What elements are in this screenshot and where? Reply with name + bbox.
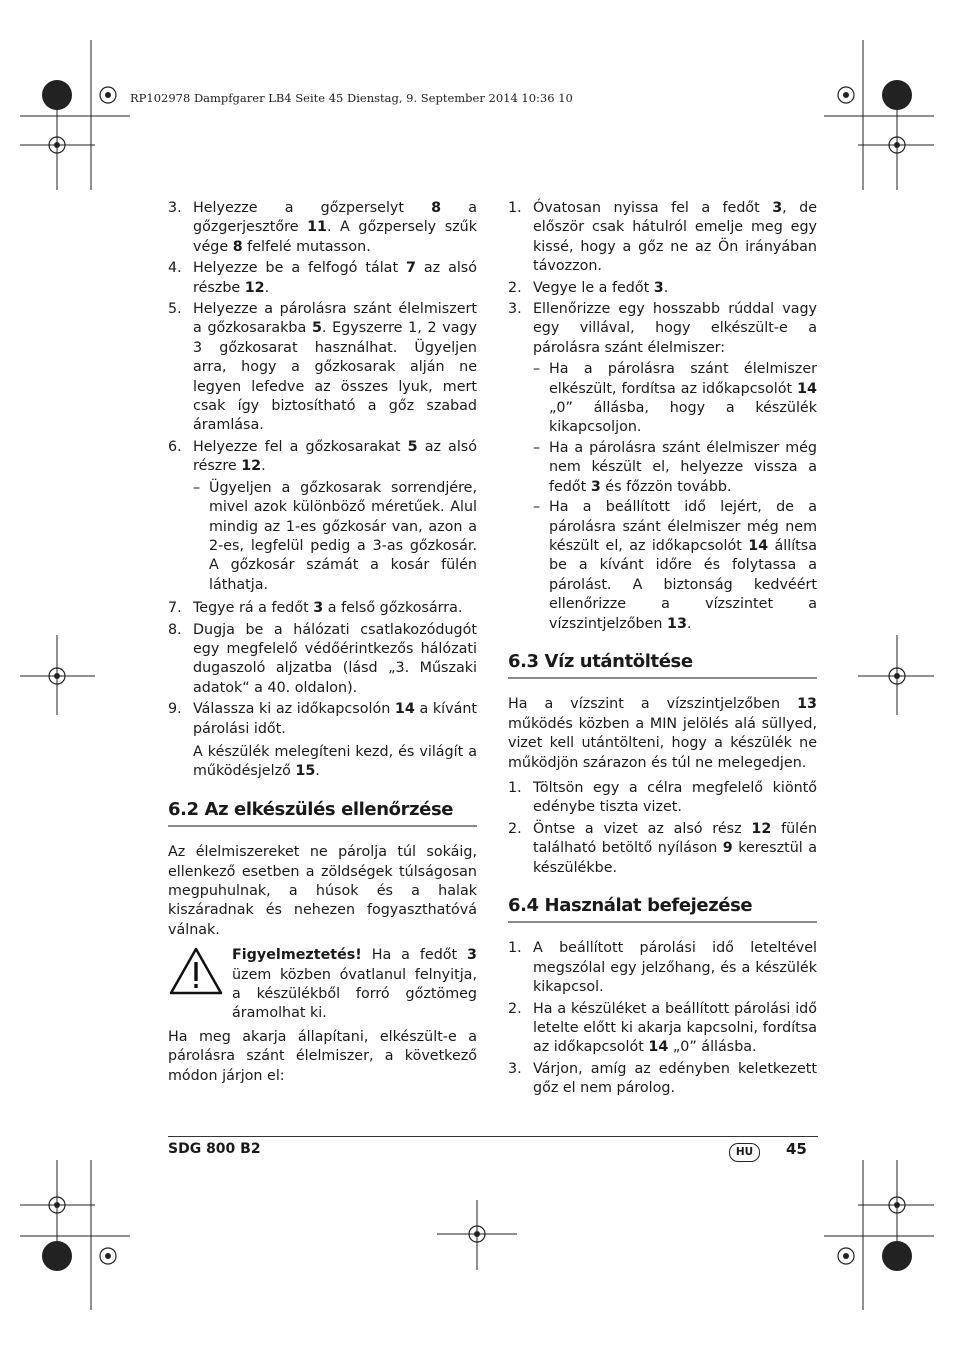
list-text: Ellenőrizze egy hosszabb rúddal vagy egy villával, hogy elkészült-e a párolásra szánt élelmiszer: xyxy=(533,301,817,356)
list-subitem: – Ha a beállított idő lejért, de a párolásra szánt élelmiszer még nem készült el, az időkapcsolót 14 állítsa be a kívánt időre és folytassa a párolást. A biztonság kedvéért ellenőrizze a vízszintet a vízszintjelzőben 13. xyxy=(533,499,817,632)
section-title-6-4: 6.4 Használat befejezése xyxy=(508,896,817,923)
list-item xyxy=(508,1060,817,1099)
list-item xyxy=(168,199,477,257)
left-column xyxy=(168,199,477,1092)
list-number: 3. xyxy=(508,1060,522,1077)
page-number: 45 xyxy=(786,1140,807,1158)
list-item xyxy=(168,438,477,477)
list-item xyxy=(508,779,817,818)
warning-block xyxy=(168,946,477,1024)
list-item xyxy=(168,621,477,699)
list-item xyxy=(508,279,817,298)
status-note: A készülék melegíteni kezd, és világít a működésjelző 15. xyxy=(193,743,477,780)
list-subitem: – Ha a párolásra szánt élelmiszer még nem készült el, helyezze vissza a fedőt 3 és főzzön tovább. xyxy=(533,439,817,495)
list-text: Dugja be a hálózati csatlakozódugót egy megfelelő védőérintkezős hálózati dugaszoló aljzatba (lásd „3. Műszaki adatok“ a 40. oldalon). xyxy=(193,621,477,696)
list-number: 7. xyxy=(168,600,182,617)
list-number: 3. xyxy=(168,200,182,216)
section-paragraph: Ha a vízszint a vízszintjelzőben 13 működés közben a MIN jelölés alá süllyed, vizet kell utántölteni, hogy a készülék ne működjön szárazon és túl ne melegedjen. xyxy=(508,696,817,771)
list-text: Helyezze fel a gőzkosarakat 5 az alsó részre 12. xyxy=(193,438,477,475)
list-text: Töltsön egy a célra megfelelő kiöntő edénybe tiszta vizet. xyxy=(533,779,817,816)
list-text: Óvatosan nyissa fel a fedőt 3, de először csak hátulról emelje meg egy kissé, hogy a gőz ne az Ön irányában távozzon. xyxy=(533,200,817,275)
list-number: 2. xyxy=(508,1000,522,1017)
list-text: Ha a készüléket a beállított párolási idő letelte előtt ki akarja kapcsolni, fordítsa az időkapcsolót 14 „0” állásba. xyxy=(533,1000,817,1056)
list-subitem: – Ügyeljen a gőzkosarak sorrendjére, mivel azok különböző méretűek. Alul mindig az 1-es gőzkosár van, azon a 2-es, legfelül pedig a 3-as gőzkosár. A gőzkosár számát a kosár fülén láthatja. xyxy=(193,479,477,593)
list-number: 3. xyxy=(508,301,522,318)
list-text: Helyezze a gőzperselyt 8 a gőzgerjesztőre 11. A gőzpersely szűk vége 8 felfelé mutasson. xyxy=(193,200,477,255)
list-number: 8. xyxy=(168,621,182,638)
section-title-6-2: 6.2 Az elkészülés ellenőrzése xyxy=(168,800,477,827)
list-text: Helyezze a párolásra szánt élelmiszert a gőzkosarakba 5. Egyszerre 1, 2 vagy 3 gőzkosarat használhat. Ügyeljen arra, hogy a gőzkosarak alján ne legyen lefedve az összes lyuk, mert csak így biztosítható a gőz szabad áramlása. xyxy=(193,301,477,434)
print-header: RP102978 Dampfgarer LB4 Seite 45 Dienstag, 9. September 2014 10:36 10 xyxy=(130,91,573,105)
list-item xyxy=(168,259,477,298)
list-text: Helyezze be a felfogó tálat 7 az alsó részbe 12. xyxy=(193,260,477,296)
language-badge: HU xyxy=(729,1143,760,1162)
list-number: 9. xyxy=(168,701,182,718)
list-number: 6. xyxy=(168,438,182,455)
list-number: 1. xyxy=(508,940,522,957)
list-number: 5. xyxy=(168,301,182,318)
list-number: 1. xyxy=(508,779,522,796)
right-column xyxy=(508,199,817,1101)
list-text: Öntse a vizet az alsó rész 12 fülén található betöltő nyíláson 9 keresztül a készülékbe. xyxy=(533,820,818,876)
list-text: Várjon, amíg az edényben keletkezett gőz el nem párolog. xyxy=(533,1060,817,1097)
footer-rule xyxy=(168,1136,818,1137)
list-item xyxy=(508,820,817,878)
list-subitem: – Ha a párolásra szánt élelmiszer elkészült, fordítsa az időkapcsolót 14 „0” állásba, hogy a készülék kikapcsoljon. xyxy=(533,361,817,436)
section-paragraph: Az élelmiszereket ne párolja túl sokáig, ellenkező esetben a zöldségek túlságosan megpuhulnak, a húsok és a halak kiszáradnak és nehezen fogyaszthatóvá válnak. xyxy=(168,844,477,938)
model-number: SDG 800 B2 xyxy=(168,1141,261,1157)
list-number: 4. xyxy=(168,260,182,277)
warning-triangle-icon xyxy=(168,946,232,1024)
list-text: Válassza ki az időkapcsolón 14 a kívánt párolási időt. xyxy=(193,701,477,737)
list-text: Vegye le a fedőt 3. xyxy=(533,279,669,296)
list-item xyxy=(168,700,477,739)
warning-text: Figyelmeztetés! Ha a fedőt 3 üzem közben óvatlanul felnyitja, a készülékből forró gőztömeg áramolhat ki. xyxy=(232,947,477,1022)
list-item xyxy=(508,199,817,277)
list-number: 1. xyxy=(508,200,522,216)
closing-paragraph: Ha meg akarja állapítani, elkészült-e a párolásra szánt élelmiszer, a következő módon járjon el: xyxy=(168,1028,477,1084)
list-number: 2. xyxy=(508,279,522,296)
list-text: A beállított párolási idő leteltével megszólal egy jelzőhang, és a készülék kikapcsol. xyxy=(533,940,817,996)
list-item xyxy=(508,300,817,358)
list-item xyxy=(168,300,477,436)
list-item xyxy=(168,599,477,618)
list-text: Tegye rá a fedőt 3 a felső gőzkosárra. xyxy=(193,600,463,617)
section-title-6-3: 6.3 Víz utántöltése xyxy=(508,652,817,679)
list-item xyxy=(508,1000,817,1058)
list-number: 2. xyxy=(508,820,522,837)
list-item xyxy=(508,939,817,997)
